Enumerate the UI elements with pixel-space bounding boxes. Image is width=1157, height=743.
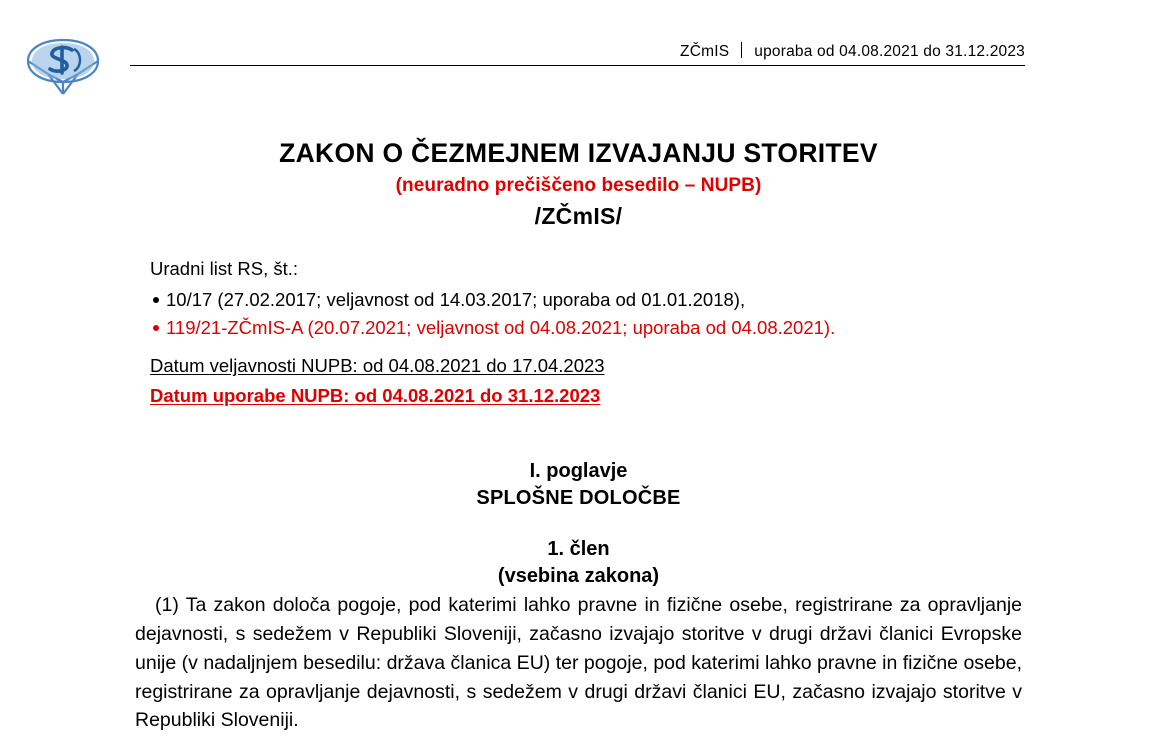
header-abbreviation: ZČmIS	[680, 43, 730, 60]
article-number: 1. člen	[547, 538, 610, 560]
dates-block	[150, 352, 1050, 412]
publication-lead: Uradni list RS, št.:	[150, 258, 299, 279]
publication-item-text: 119/21-ZČmIS-A (20.07.2021; veljavnost od 04.08.2021; uporaba od 04.08.2021).	[166, 316, 836, 338]
chapter-block	[0, 458, 1157, 512]
validity-date-row	[150, 352, 1050, 380]
chapter-name: SPLOŠNE DOLOČBE	[476, 487, 681, 509]
publication-block	[150, 256, 1050, 342]
publication-item-text: 10/17 (27.02.2017; veljavnost od 14.03.2017; uporaba od 01.01.2018),	[166, 288, 746, 310]
article-title: (vsebina zakona)	[497, 565, 660, 587]
article-body	[135, 591, 1022, 735]
header-divider	[741, 42, 742, 58]
bullet-icon	[153, 325, 159, 331]
page-subtitle: (neuradno prečiščeno besedilo – NUPB)	[395, 175, 762, 197]
usage-date-row	[150, 382, 1050, 410]
page-abbreviation: /ZČmIS/	[534, 203, 623, 230]
validity-date-text: Datum veljavnosti NUPB: od 04.08.2021 do 17.04.2023	[150, 355, 605, 376]
usage-date-text: Datum uporabe NUPB: od 04.08.2021 do 31.12.2023	[150, 384, 601, 406]
document-header	[130, 40, 1025, 66]
list-item	[150, 287, 1050, 314]
list-item	[150, 315, 1050, 342]
chapter-number: I. poglavje	[529, 460, 628, 482]
title-block	[0, 138, 1157, 230]
article-paragraph: (1) Ta zakon določa pogoje, pod katerimi lahko pravne in fizične osebe, registrirane za opravljanje dejavnosti, s sedežem v Republiki Sloveniji, začasno izvajajo storitve v drugi državi članici Evropske unije (v nadaljnjem besedilu: država članica EU) ter pogoje, pod katerimi lahko pravne in fizične osebe, registrirane za opravljanje dejavnosti, s sedežem v drugi državi članici EU, začasno izvajajo storitve v Republiki Sloveniji.	[135, 594, 1022, 732]
bullet-icon	[153, 297, 159, 303]
page-title: ZAKON O ČEZMEJNEM IZVAJANJU STORITEV	[279, 138, 878, 168]
header-text-row	[130, 40, 1025, 65]
article-block	[0, 536, 1157, 590]
header-rule	[130, 65, 1025, 66]
header-validity: uporaba od 04.08.2021 do 31.12.2023	[754, 43, 1025, 60]
tax-administration-logo	[22, 36, 104, 98]
